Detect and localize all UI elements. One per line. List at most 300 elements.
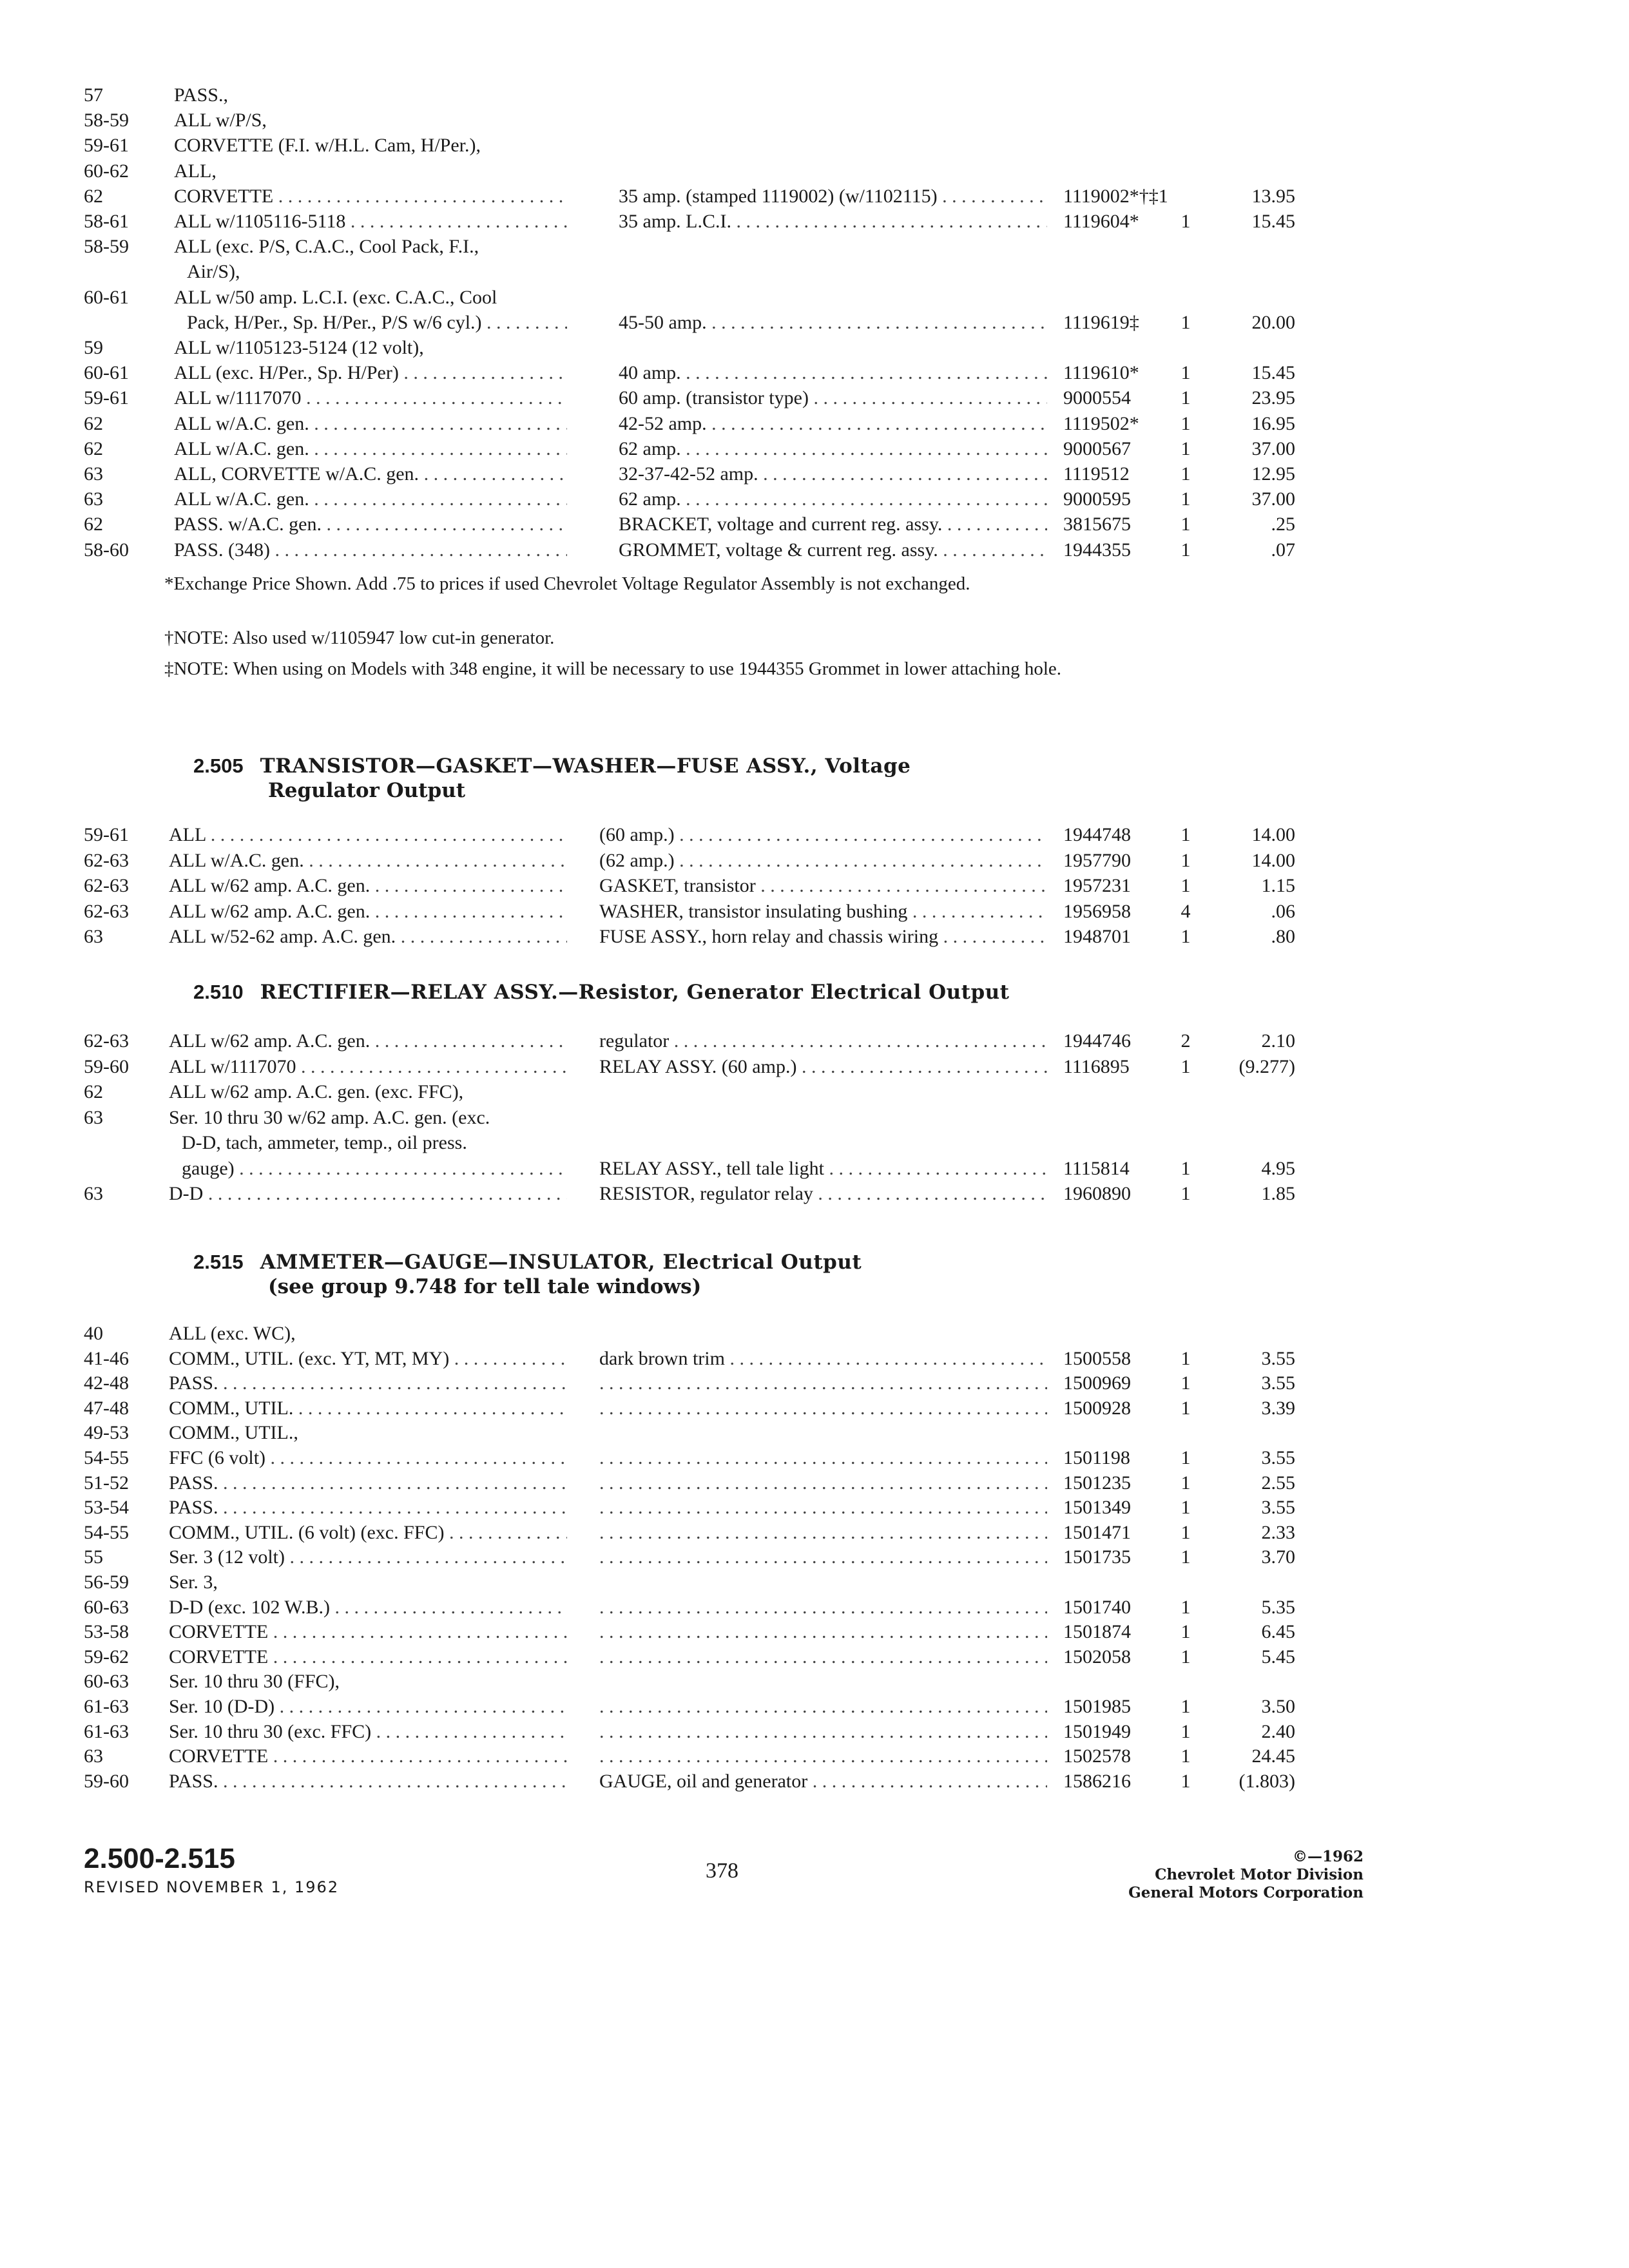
quantity-cell: 1 — [1181, 1745, 1191, 1767]
table-row — [0, 1321, 1629, 1347]
table-row — [0, 1719, 1629, 1745]
table-row — [0, 234, 1629, 260]
year-cell: 62-63 — [84, 850, 129, 871]
quantity-cell: 1 — [1181, 926, 1191, 947]
table-row — [0, 1420, 1629, 1446]
description-cell: 42-52 amp. . . . — [619, 411, 1047, 437]
application-cell: PASS. . . . — [169, 1470, 567, 1496]
year-cell: 62 — [84, 186, 103, 207]
price-cell: 2.40 — [1261, 1721, 1295, 1742]
part-number-cell: 1501471 — [1063, 1522, 1131, 1543]
year-cell: 58-60 — [84, 539, 129, 561]
part-number-cell: 1501235 — [1063, 1472, 1131, 1494]
price-cell: 5.45 — [1261, 1646, 1295, 1667]
price-cell: 15.45 — [1251, 362, 1295, 383]
part-number-cell: 1500928 — [1063, 1398, 1131, 1419]
part-number-cell: 1119002*†‡1 — [1063, 186, 1168, 207]
quantity-cell: 1 — [1181, 1497, 1191, 1518]
part-number-cell: 1501740 — [1063, 1597, 1131, 1618]
year-cell: 62-63 — [84, 901, 129, 922]
year-cell: 41-46 — [84, 1348, 129, 1369]
application-cell: CORVETTE . . . — [169, 1644, 567, 1670]
application-cell: Ser. 10 thru 30 (FFC), — [169, 1671, 340, 1692]
table-row — [0, 1445, 1629, 1471]
application-cell: CORVETTE . . . — [169, 1744, 567, 1769]
table-row — [0, 159, 1629, 184]
description-cell: FUSE ASSY., horn relay and chassis wiring . . . — [599, 924, 1047, 950]
table-row — [0, 310, 1629, 336]
division: Chevrolet Motor Division — [1155, 1866, 1364, 1883]
quantity-cell: 1 — [1181, 312, 1191, 333]
year-cell: 62 — [84, 1081, 103, 1102]
quantity-cell: 1 — [1181, 211, 1191, 232]
quantity-cell: 1 — [1181, 1472, 1191, 1494]
year-cell: 54-55 — [84, 1447, 129, 1468]
description-cell — [599, 1544, 1047, 1570]
table-row — [0, 1570, 1629, 1595]
part-number-cell: 1960890 — [1063, 1183, 1131, 1204]
quantity-cell: 1 — [1181, 1447, 1191, 1468]
year-cell: 53-58 — [84, 1621, 129, 1642]
year-cell: 60-62 — [84, 160, 129, 182]
quantity-cell: 1 — [1181, 1721, 1191, 1742]
table-row — [0, 873, 1629, 899]
table-row — [0, 1346, 1629, 1372]
part-number-cell: 1119619‡ — [1063, 312, 1139, 333]
description-cell — [599, 1396, 1047, 1421]
table-row — [0, 1181, 1629, 1207]
application-cell: ALL w/A.C. gen. . . . — [169, 848, 567, 874]
price-cell: 1.15 — [1261, 875, 1295, 896]
description-cell: 45-50 amp. . . . — [619, 310, 1047, 336]
quantity-cell: 1 — [1181, 514, 1191, 535]
quantity-cell: 1 — [1181, 362, 1191, 383]
application-cell: ALL w/1105123-5124 (12 volt), — [174, 337, 424, 358]
application-cell: ALL w/A.C. gen. . . . — [174, 436, 567, 462]
application-cell: ALL, — [174, 160, 217, 182]
table-row — [0, 133, 1629, 159]
year-cell: 60-61 — [84, 287, 129, 308]
description-cell — [599, 1595, 1047, 1620]
part-number-cell: 1115814 — [1063, 1158, 1130, 1179]
year-cell: 63 — [84, 463, 103, 485]
quantity-cell: 1 — [1181, 413, 1191, 434]
description-cell: RESISTOR, regulator relay . . . — [599, 1181, 1047, 1207]
application-cell: ALL (exc. H/Per., Sp. H/Per) . . . — [174, 360, 567, 386]
application-cell: Ser. 10 thru 30 w/62 amp. A.C. gen. (exc. — [169, 1107, 490, 1128]
price-cell: .25 — [1271, 514, 1295, 535]
table-row — [0, 924, 1629, 950]
table-row — [0, 1156, 1629, 1182]
price-cell: 23.95 — [1251, 387, 1295, 408]
application-cell: ALL w/62 amp. A.C. gen. . . . — [169, 1028, 567, 1054]
part-number-cell: 9000567 — [1063, 438, 1131, 459]
year-cell: 60-63 — [84, 1671, 129, 1692]
table-row — [0, 108, 1629, 133]
part-number-cell: 9000595 — [1063, 488, 1131, 510]
quantity-cell: 2 — [1181, 1030, 1191, 1052]
year-cell: 59-61 — [84, 135, 129, 156]
application-cell: COMM., UTIL. (exc. YT, MT, MY) . . . — [169, 1346, 567, 1372]
table-row — [0, 822, 1629, 848]
price-cell: 3.39 — [1261, 1398, 1295, 1419]
application-cell: CORVETTE . . . — [174, 184, 567, 209]
application-cell: ALL w/1117070 . . . — [169, 1054, 567, 1080]
section-subtitle: Regulator Output — [268, 779, 466, 802]
table-row — [0, 1769, 1629, 1794]
year-cell: 55 — [84, 1546, 103, 1568]
quantity-cell: 4 — [1181, 901, 1191, 922]
part-number-cell: 1586216 — [1063, 1771, 1131, 1792]
part-number-cell: 1957231 — [1063, 875, 1131, 896]
year-cell: 57 — [84, 84, 103, 106]
description-cell: WASHER, transistor insulating bushing . . . — [599, 899, 1047, 925]
price-cell: 2.55 — [1261, 1472, 1295, 1494]
table-row — [0, 1520, 1629, 1546]
page-number: 378 — [706, 1859, 738, 1883]
price-cell: 24.45 — [1251, 1745, 1295, 1767]
year-cell: 59-61 — [84, 387, 129, 408]
quantity-cell: 1 — [1181, 1056, 1191, 1077]
quantity-cell: 1 — [1181, 1621, 1191, 1642]
description-cell: (60 amp.) . . . — [599, 822, 1047, 848]
quantity-cell: 1 — [1181, 1597, 1191, 1618]
table-row — [0, 512, 1629, 537]
year-cell: 62 — [84, 514, 103, 535]
table-row — [0, 848, 1629, 874]
price-cell: 6.45 — [1261, 1621, 1295, 1642]
table-row — [0, 184, 1629, 209]
table-row — [0, 1470, 1629, 1496]
description-cell — [599, 1719, 1047, 1745]
quantity-cell: 1 — [1181, 438, 1191, 459]
section-2515-heading — [193, 1250, 862, 1299]
part-number-cell: 1500558 — [1063, 1348, 1131, 1369]
application-cell: PASS. . . . — [169, 1370, 567, 1396]
year-cell: 62-63 — [84, 875, 129, 896]
table-row — [0, 1619, 1629, 1645]
description-cell: 32-37-42-52 amp. . . . — [619, 461, 1047, 487]
application-cell: ALL w/50 amp. L.C.I. (exc. C.A.C., Cool — [174, 287, 497, 308]
price-cell: 2.10 — [1261, 1030, 1295, 1052]
part-number-cell: 1956958 — [1063, 901, 1131, 922]
quantity-cell: 1 — [1181, 1372, 1191, 1394]
application-cell: CORVETTE . . . — [169, 1619, 567, 1645]
year-cell: 59-61 — [84, 824, 129, 845]
application-cell: ALL w/P/S, — [174, 110, 267, 131]
year-cell: 61-63 — [84, 1721, 129, 1742]
revised-date: REVISED NOVEMBER 1, 1962 — [84, 1878, 340, 1896]
quantity-cell: 1 — [1181, 463, 1191, 485]
table-row — [0, 1544, 1629, 1570]
application-cell: CORVETTE (F.I. w/H.L. Cam, H/Per.), — [174, 135, 481, 156]
part-number-cell: 1944746 — [1063, 1030, 1131, 1052]
year-cell: 42-48 — [84, 1372, 129, 1394]
table-row — [0, 1370, 1629, 1396]
table-row — [0, 1644, 1629, 1670]
price-cell: 12.95 — [1251, 463, 1295, 485]
application-cell: Ser. 10 (D-D) . . . — [169, 1694, 567, 1720]
description-cell — [599, 1495, 1047, 1521]
table-row — [0, 1595, 1629, 1620]
quantity-cell: 1 — [1181, 824, 1191, 845]
application-cell: ALL w/A.C. gen. . . . — [174, 411, 567, 437]
year-cell: 58-59 — [84, 110, 129, 131]
price-cell: 3.55 — [1261, 1348, 1295, 1369]
note-generator: †NOTE: Also used w/1105947 low cut-in generator. — [164, 628, 555, 648]
quantity-cell: 1 — [1181, 1348, 1191, 1369]
quantity-cell: 1 — [1181, 1398, 1191, 1419]
description-cell: GROMMET, voltage & current reg. assy. . . . — [619, 537, 1047, 563]
table-row — [0, 285, 1629, 311]
description-cell: GAUGE, oil and generator . . . — [599, 1769, 1047, 1794]
table-row — [0, 385, 1629, 411]
year-cell: 61-63 — [84, 1696, 129, 1717]
application-cell: Air/S), — [187, 261, 240, 282]
year-cell: 59 — [84, 337, 103, 358]
application-cell: COMM., UTIL. (6 volt) (exc. FFC) . . . — [169, 1520, 567, 1546]
description-cell: dark brown trim . . . — [599, 1346, 1047, 1372]
description-cell: RELAY ASSY. (60 amp.) . . . — [599, 1054, 1047, 1080]
year-cell: 62-63 — [84, 1030, 129, 1052]
year-cell: 51-52 — [84, 1472, 129, 1494]
application-cell: COMM., UTIL., — [169, 1422, 298, 1443]
application-cell: ALL (exc. P/S, C.A.C., Cool Pack, F.I., — [174, 236, 479, 257]
description-cell: 35 amp. (stamped 1119002) (w/1102115) . . . — [619, 184, 1047, 209]
section-title: TRANSISTOR—GASKET—WASHER—FUSE ASSY., Voltage — [260, 754, 911, 778]
year-cell: 47-48 — [84, 1398, 129, 1419]
part-number-cell: 1119610* — [1063, 362, 1139, 383]
price-cell: 3.55 — [1261, 1497, 1295, 1518]
price-cell: (9.277) — [1239, 1056, 1295, 1077]
table-row — [0, 1669, 1629, 1695]
application-cell: ALL w/62 amp. A.C. gen. . . . — [169, 899, 567, 925]
year-cell: 63 — [84, 1183, 103, 1204]
price-cell: 4.95 — [1261, 1158, 1295, 1179]
table-row — [0, 1079, 1629, 1105]
part-number-cell: 1501985 — [1063, 1696, 1131, 1717]
part-number-cell: 1957790 — [1063, 850, 1131, 871]
part-number-cell: 1502058 — [1063, 1646, 1131, 1667]
quantity-cell: 1 — [1181, 1546, 1191, 1568]
part-number-cell: 3815675 — [1063, 514, 1131, 535]
part-number-cell: 1501874 — [1063, 1621, 1131, 1642]
quantity-cell: 1 — [1181, 488, 1191, 510]
description-cell: 35 amp. L.C.I. . . . — [619, 209, 1047, 235]
description-cell — [599, 1520, 1047, 1546]
year-cell: 59-60 — [84, 1771, 129, 1792]
quantity-cell: 1 — [1181, 1696, 1191, 1717]
part-number-cell: 1944748 — [1063, 824, 1131, 845]
application-cell: ALL w/1105116-5118 . . . — [174, 209, 567, 235]
table-row — [0, 411, 1629, 437]
part-number-cell: 1948701 — [1063, 926, 1131, 947]
application-cell: D-D (exc. 102 W.B.) . . . — [169, 1595, 567, 1620]
year-cell: 63 — [84, 488, 103, 510]
part-number-cell: 1944355 — [1063, 539, 1131, 561]
application-cell: ALL . . . — [169, 822, 567, 848]
price-cell: (1.803) — [1239, 1771, 1295, 1792]
note-exchange: *Exchange Price Shown. Add .75 to prices if used Chevrolet Voltage Regulator Assembly is not exchanged. — [164, 573, 970, 594]
description-cell: 40 amp. . . . — [619, 360, 1047, 386]
application-cell: COMM., UTIL. . . . — [169, 1396, 567, 1421]
application-cell: PASS. w/A.C. gen. . . . — [174, 512, 567, 537]
application-cell: ALL w/52-62 amp. A.C. gen. . . . — [169, 924, 567, 950]
table-row — [0, 360, 1629, 386]
table-row — [0, 436, 1629, 462]
application-cell: PASS. (348) . . . — [174, 537, 567, 563]
price-cell: 3.50 — [1261, 1696, 1295, 1717]
price-cell: 2.33 — [1261, 1522, 1295, 1543]
table-row — [0, 899, 1629, 925]
price-cell: .80 — [1271, 926, 1295, 947]
quantity-cell: 1 — [1181, 387, 1191, 408]
description-cell: 60 amp. (transistor type) . . . — [619, 385, 1047, 411]
application-cell: gauge) . . . — [182, 1156, 567, 1182]
table-row — [0, 1495, 1629, 1521]
price-cell: 16.95 — [1251, 413, 1295, 434]
price-cell: 1.85 — [1261, 1183, 1295, 1204]
year-cell: 58-59 — [84, 236, 129, 257]
part-number-cell: 1502578 — [1063, 1745, 1131, 1767]
table-row — [0, 82, 1629, 108]
part-number-cell: 1501198 — [1063, 1447, 1130, 1468]
year-cell: 60-63 — [84, 1597, 129, 1618]
description-cell — [599, 1744, 1047, 1769]
description-cell — [599, 1619, 1047, 1645]
quantity-cell: 1 — [1181, 1771, 1191, 1792]
quantity-cell: 1 — [1181, 850, 1191, 871]
table-row — [0, 1130, 1629, 1156]
year-cell: 62 — [84, 413, 103, 434]
table-row — [0, 259, 1629, 285]
price-cell: 3.70 — [1261, 1546, 1295, 1568]
year-cell: 63 — [84, 926, 103, 947]
application-cell: PASS. . . . — [169, 1769, 567, 1794]
year-cell: 58-61 — [84, 211, 129, 232]
table-row — [0, 1694, 1629, 1720]
application-cell: Pack, H/Per., Sp. H/Per., P/S w/6 cyl.) . . . — [187, 310, 567, 336]
section-number: 2.505 — [193, 754, 244, 777]
year-cell: 56-59 — [84, 1571, 129, 1593]
quantity-cell: 1 — [1181, 1646, 1191, 1667]
corporation: General Motors Corporation — [1128, 1884, 1364, 1901]
part-number-cell: 1119604* — [1063, 211, 1139, 232]
publisher-block — [1128, 1848, 1364, 1902]
part-number-cell: 9000554 — [1063, 387, 1131, 408]
description-cell — [599, 1445, 1047, 1471]
section-subtitle: (see group 9.748 for tell tale windows) — [268, 1275, 702, 1298]
year-cell: 40 — [84, 1323, 103, 1344]
table-row — [0, 335, 1629, 361]
section-number: 2.515 — [193, 1251, 244, 1273]
part-number-cell: 1501349 — [1063, 1497, 1131, 1518]
year-cell: 59-62 — [84, 1646, 129, 1667]
application-cell: Ser. 10 thru 30 (exc. FFC) . . . — [169, 1719, 567, 1745]
application-cell: Ser. 3 (12 volt) . . . — [169, 1544, 567, 1570]
price-cell: .07 — [1271, 539, 1295, 561]
table-row — [0, 209, 1629, 235]
table-row — [0, 537, 1629, 563]
price-cell: 37.00 — [1251, 488, 1295, 510]
part-number-cell: 1119502* — [1063, 413, 1139, 434]
year-cell: 63 — [84, 1745, 103, 1767]
part-number-cell: 1116895 — [1063, 1056, 1130, 1077]
year-cell: 53-54 — [84, 1497, 129, 1518]
year-cell: 60-61 — [84, 362, 129, 383]
description-cell — [599, 1370, 1047, 1396]
table-row — [0, 461, 1629, 487]
description-cell — [599, 1644, 1047, 1670]
part-number-cell: 1119512 — [1063, 463, 1130, 485]
application-cell: ALL w/62 amp. A.C. gen. . . . — [169, 873, 567, 899]
description-cell: GASKET, transistor . . . — [599, 873, 1047, 899]
quantity-cell: 1 — [1181, 539, 1191, 561]
description-cell: 62 amp. . . . — [619, 486, 1047, 512]
copyright: ©—1962 — [1292, 1848, 1364, 1865]
application-cell: PASS. . . . — [169, 1495, 567, 1521]
table-row — [0, 1744, 1629, 1769]
description-cell — [599, 1470, 1047, 1496]
section-title: RECTIFIER—RELAY ASSY.—Resistor, Generator Electrical Output — [260, 981, 1010, 1004]
price-cell: 5.35 — [1261, 1597, 1295, 1618]
application-cell: ALL w/62 amp. A.C. gen. (exc. FFC), — [169, 1081, 464, 1102]
table-row — [0, 1028, 1629, 1054]
application-cell: ALL w/A.C. gen. . . . — [174, 486, 567, 512]
price-cell: 20.00 — [1251, 312, 1295, 333]
application-cell: Ser. 3, — [169, 1571, 218, 1593]
year-cell: 59-60 — [84, 1056, 129, 1077]
quantity-cell: 1 — [1181, 875, 1191, 896]
price-cell: 14.00 — [1251, 824, 1295, 845]
quantity-cell: 1 — [1181, 1522, 1191, 1543]
application-cell: FFC (6 volt) . . . — [169, 1445, 567, 1471]
year-cell: 54-55 — [84, 1522, 129, 1543]
application-cell: D-D . . . — [169, 1181, 567, 1207]
application-cell: D-D, tach, ammeter, temp., oil press. — [182, 1132, 467, 1153]
price-cell: 15.45 — [1251, 211, 1295, 232]
quantity-cell: 1 — [1181, 1183, 1191, 1204]
price-cell: .06 — [1271, 901, 1295, 922]
note-grommet: ‡NOTE: When using on Models with 348 engine, it will be necessary to use 1944355 Grommet in lower attaching hole. — [164, 658, 1062, 679]
application-cell: ALL, CORVETTE w/A.C. gen. . . . — [174, 461, 567, 487]
quantity-cell: 1 — [1181, 1158, 1191, 1179]
price-cell: 37.00 — [1251, 438, 1295, 459]
description-cell: RELAY ASSY., tell tale light . . . — [599, 1156, 1047, 1182]
year-cell: 63 — [84, 1107, 103, 1128]
application-cell: PASS., — [174, 84, 228, 106]
application-cell: ALL (exc. WC), — [169, 1323, 296, 1344]
part-number-cell: 1501949 — [1063, 1721, 1131, 1742]
part-number-cell: 1500969 — [1063, 1372, 1131, 1394]
price-cell: 13.95 — [1251, 186, 1295, 207]
description-cell — [599, 1694, 1047, 1720]
table-row — [0, 1396, 1629, 1421]
price-cell: 3.55 — [1261, 1372, 1295, 1394]
application-cell: ALL w/1117070 . . . — [174, 385, 567, 411]
price-cell: 14.00 — [1251, 850, 1295, 871]
price-cell: 3.55 — [1261, 1447, 1295, 1468]
table-row — [0, 1054, 1629, 1080]
description-cell: regulator . . . — [599, 1028, 1047, 1054]
section-title: AMMETER—GAUGE—INSULATOR, Electrical Output — [260, 1251, 862, 1274]
table-row — [0, 1105, 1629, 1131]
description-cell: BRACKET, voltage and current reg. assy. . . . — [619, 512, 1047, 537]
section-2505-heading — [193, 754, 911, 803]
year-cell: 49-53 — [84, 1422, 129, 1443]
table-row — [0, 486, 1629, 512]
section-number: 2.510 — [193, 981, 244, 1003]
